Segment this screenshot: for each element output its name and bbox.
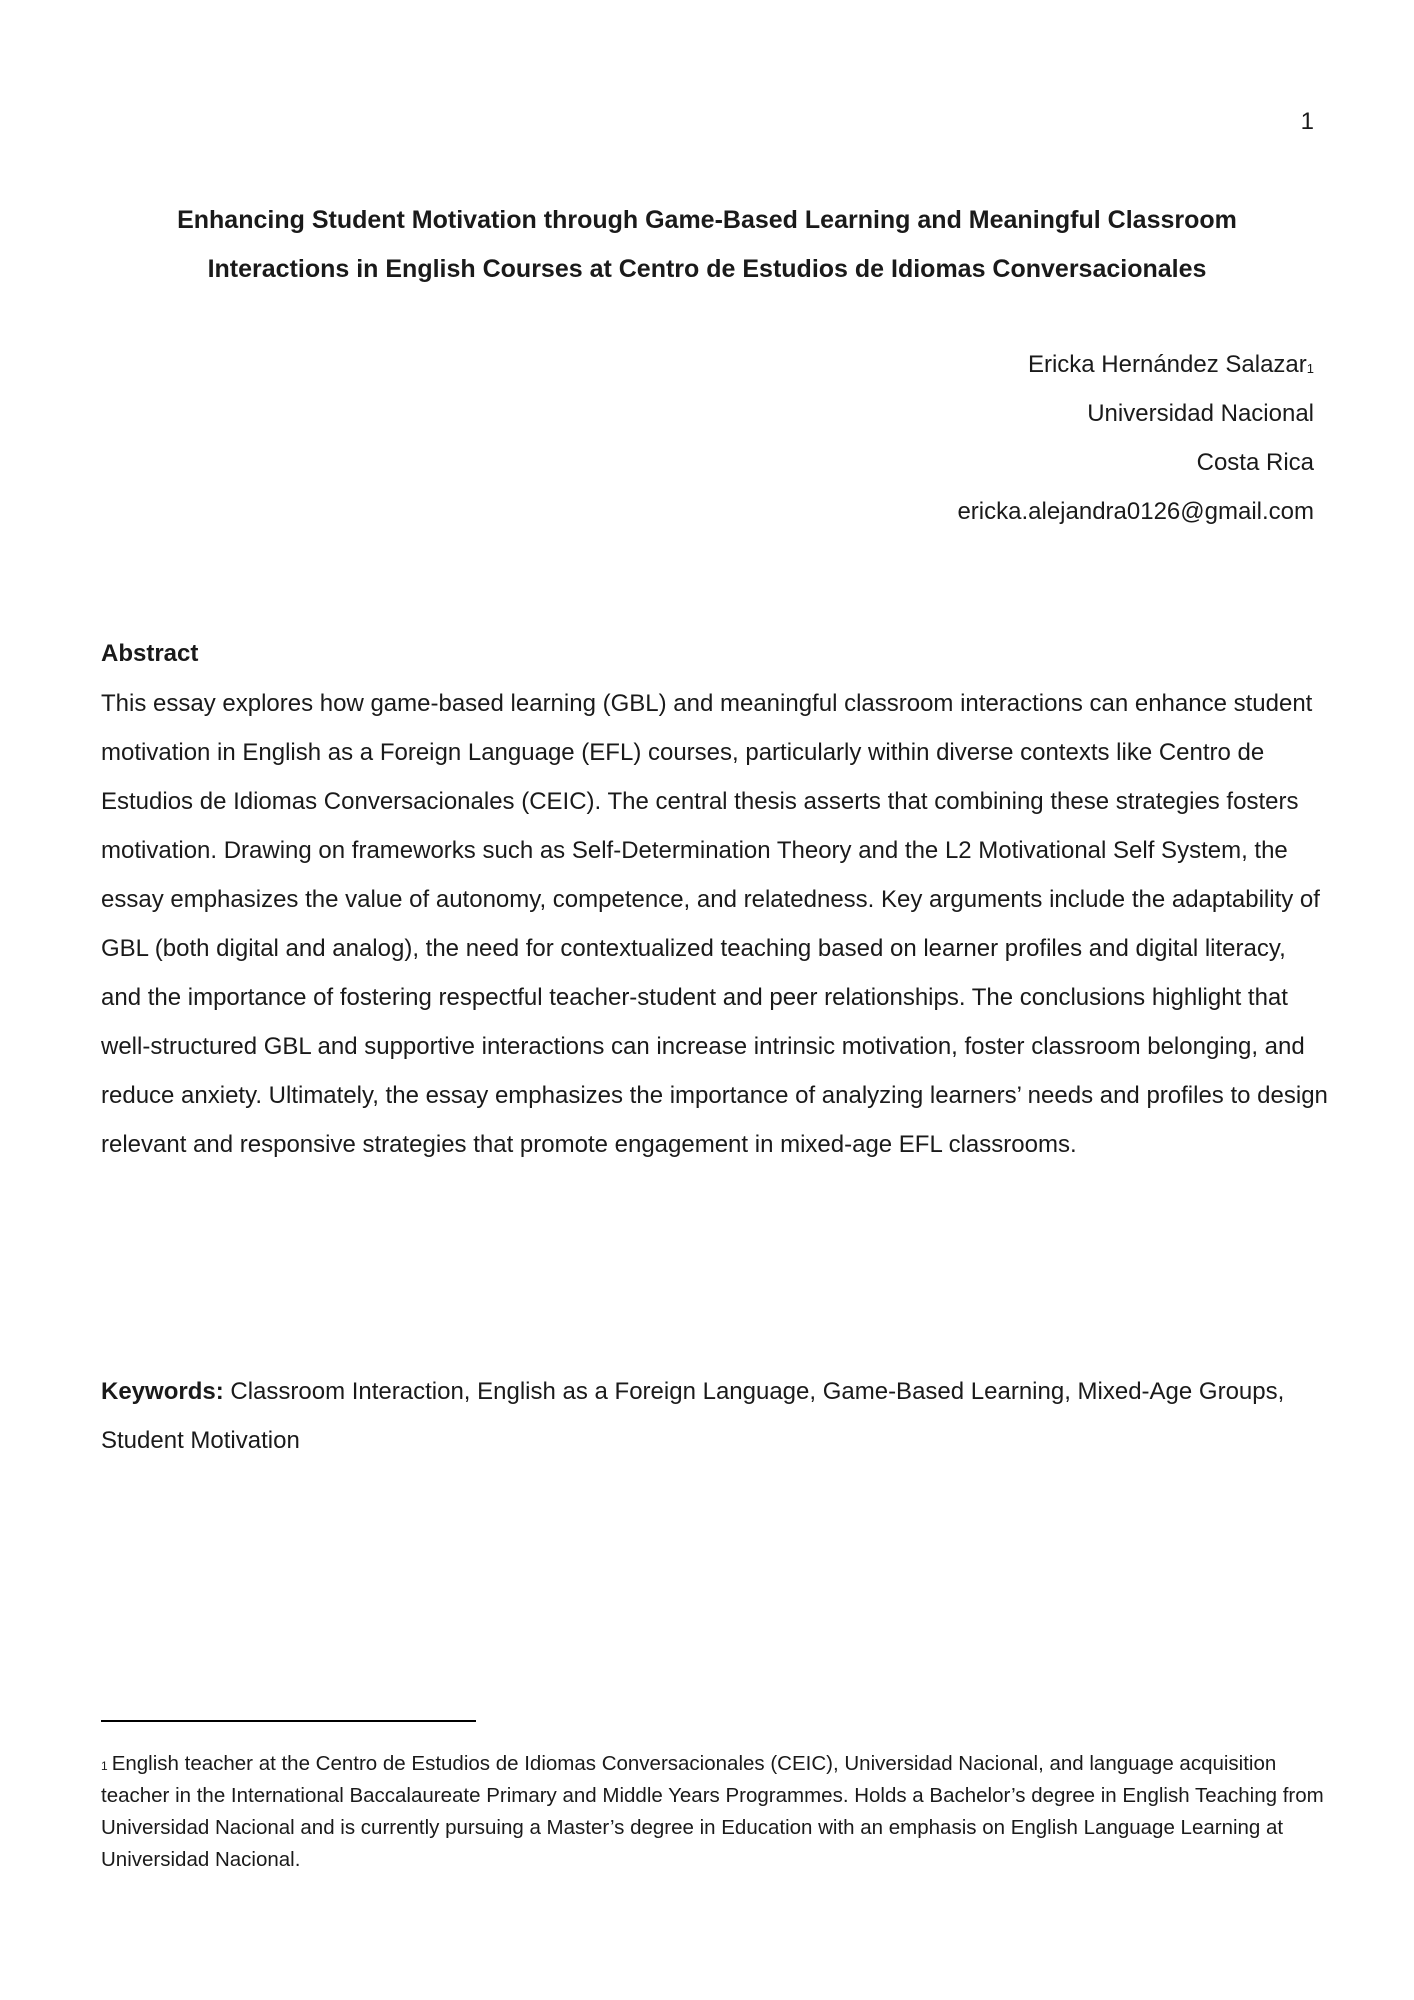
abstract-heading: Abstract	[101, 640, 199, 667]
paper-title	[95, 196, 1319, 294]
author-email: ericka.alejandra0126@gmail.com	[957, 498, 1314, 525]
footnote-mark: 1	[101, 1759, 108, 1773]
footnote-text: English teacher at the Centro de Estudios de Idiomas Conversacionales (CEIC), Universidad Nacional, and language acquisition teacher in the International Baccalaureate Primary and Middle Years Programmes. Holds a Bachelor’s degree in English Teaching from Universidad Nacional and is currently pursuing a Master’s degree in Education with an emphasis on English Language Learning at Universidad Nacional.	[101, 1752, 1324, 1871]
keywords-paragraph	[101, 1367, 1331, 1465]
author-line	[957, 340, 1314, 389]
page-number: 1	[1300, 108, 1314, 135]
abstract-body: This essay explores how game-based learning (GBL) and meaningful classroom interactions can enhance student motivation in English as a Foreign Language (EFL) courses, particularly within diverse contexts like Centro de Estudios de Idiomas Conversacionales (CEIC). The central thesis asserts that combining these strategies fosters motivation. Drawing on frameworks such as Self-Determination Theory and the L2 Motivational Self System, the essay emphasizes the value of autonomy, competence, and relatedness. Key arguments include the adaptability of GBL (both digital and analog), the need for contextualized teaching based on learner profiles and digital literacy, and the importance of fostering respectful teacher-student and peer relationships. The conclusions highlight that well-structured GBL and supportive interactions can increase intrinsic motivation, foster classroom belonging, and reduce anxiety. Ultimately, the essay emphasizes the importance of analyzing learners’ needs and profiles to design relevant and responsive strategies that promote engagement in mixed-age EFL classrooms.	[101, 690, 1328, 1158]
author-name: Ericka Hernández Salazar	[1027, 351, 1307, 378]
author-block	[957, 340, 1314, 536]
author-institution: Universidad Nacional	[1087, 400, 1314, 427]
keywords-text: Classroom Interaction, English as a Foreign Language, Game-Based Learning, Mixed-Age Groups, Student Motivation	[101, 1378, 1285, 1454]
paper-title-line-2: Interactions in English Courses at Centro de Estudios de Idiomas Conversacionales	[207, 255, 1207, 283]
author-country: Costa Rica	[1196, 449, 1314, 476]
footnote	[101, 1748, 1331, 1876]
author-footnote-mark: 1	[1306, 361, 1314, 376]
keywords-label: Keywords:	[101, 1378, 224, 1405]
paper-title-line-1: Enhancing Student Motivation through Game-Based Learning and Meaningful Classroom	[177, 206, 1237, 234]
footnote-divider	[101, 1720, 476, 1722]
